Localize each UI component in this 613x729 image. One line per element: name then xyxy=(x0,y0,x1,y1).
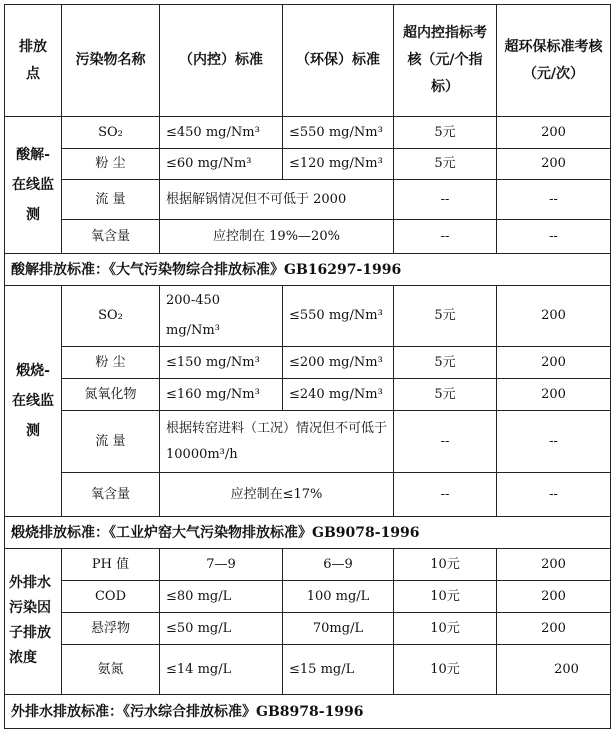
table-row xyxy=(5,613,611,645)
section-label-acid: 酸解-在线监测 xyxy=(5,117,62,254)
table-row xyxy=(5,549,611,581)
fine-internal: -- xyxy=(394,473,497,517)
table-row xyxy=(5,220,611,254)
env-standard: 100 mg/L xyxy=(283,581,394,613)
pollutant-name: 流 量 xyxy=(62,180,160,220)
table-row xyxy=(5,473,611,517)
fine-internal: 5元 xyxy=(394,117,497,149)
table-row xyxy=(5,645,611,695)
internal-standard: ≤80 mg/L xyxy=(160,581,283,613)
fine-env: 200 xyxy=(497,379,611,411)
standard-row xyxy=(5,695,611,729)
header-pollutant: 污染物名称 xyxy=(62,5,160,117)
internal-standard: ≤60 mg/Nm³ xyxy=(160,149,283,180)
merged-standard: 应控制在≤17% xyxy=(160,473,394,517)
pollutant-name: COD xyxy=(62,581,160,613)
internal-standard: ≤150 mg/Nm³ xyxy=(160,347,283,379)
fine-internal: 10元 xyxy=(394,581,497,613)
fine-env: -- xyxy=(497,220,611,254)
env-standard: ≤15 mg/L xyxy=(283,645,394,695)
internal-standard: ≤450 mg/Nm³ xyxy=(160,117,283,149)
env-standard: ≤200 mg/Nm³ xyxy=(283,347,394,379)
fine-env: 200 xyxy=(497,286,611,347)
table-row xyxy=(5,180,611,220)
fine-env: 200 xyxy=(497,117,611,149)
pollutant-name: 流 量 xyxy=(62,411,160,473)
pollutant-name: 氧含量 xyxy=(62,473,160,517)
section-label-calcine: 煅烧-在线监测 xyxy=(5,286,62,517)
section-standard-acid: 酸解排放标准：《大气污染物综合排放标准》GB16297-1996 xyxy=(5,254,611,286)
env-standard: ≤240 mg/Nm³ xyxy=(283,379,394,411)
pollutant-name: 氧含量 xyxy=(62,220,160,254)
table-row xyxy=(5,581,611,613)
pollutant-name: 氮氧化物 xyxy=(62,379,160,411)
fine-internal: 5元 xyxy=(394,286,497,347)
fine-env: -- xyxy=(497,473,611,517)
fine-env: 200 xyxy=(497,549,611,581)
fine-env: 200 xyxy=(497,581,611,613)
internal-standard: 7—9 xyxy=(160,549,283,581)
pollutant-name: PH 值 xyxy=(62,549,160,581)
section-standard-calcine: 煅烧排放标准：《工业炉窑大气污染物排放标准》GB9078-1996 xyxy=(5,517,611,549)
table-row xyxy=(5,149,611,180)
internal-standard: ≤50 mg/L xyxy=(160,613,283,645)
section-label-wastewater: 外排水污染因子排放浓度 xyxy=(5,549,62,695)
standard-row xyxy=(5,517,611,549)
table-row xyxy=(5,411,611,473)
table-row xyxy=(5,379,611,411)
fine-env: 200 xyxy=(497,613,611,645)
merged-standard: 根据解锅情况但不可低于 2000 xyxy=(160,180,394,220)
table-row xyxy=(5,347,611,379)
fine-env: -- xyxy=(497,411,611,473)
pollutant-name: SO₂ xyxy=(62,117,160,149)
env-standard: ≤550 mg/Nm³ xyxy=(283,286,394,347)
env-standard: 6—9 xyxy=(283,549,394,581)
merged-standard: 应控制在 19%—20% xyxy=(160,220,394,254)
table-row xyxy=(5,117,611,149)
header-row xyxy=(5,5,611,117)
merged-standard: 根据转窑进料（工况）情况但不可低于 10000m³/h xyxy=(160,411,394,473)
fine-internal: 10元 xyxy=(394,549,497,581)
fine-internal: 5元 xyxy=(394,347,497,379)
pollutant-name: 粉 尘 xyxy=(62,347,160,379)
fine-env: 200 xyxy=(497,347,611,379)
header-over-internal: 超内控指标考核（元/个指标） xyxy=(394,5,497,117)
fine-env: -- xyxy=(497,180,611,220)
standard-row xyxy=(5,254,611,286)
table-row xyxy=(5,286,611,347)
header-env: （环保）标准 xyxy=(283,5,394,117)
pollutant-name: SO₂ xyxy=(62,286,160,347)
header-point: 排放点 xyxy=(5,5,62,117)
fine-env: 200 xyxy=(497,149,611,180)
env-standard: ≤120 mg/Nm³ xyxy=(283,149,394,180)
env-standard: 70mg/L xyxy=(283,613,394,645)
pollutant-name: 氨氮 xyxy=(62,645,160,695)
header-over-env: 超环保标准考核（元/次） xyxy=(497,5,611,117)
env-standard: ≤550 mg/Nm³ xyxy=(283,117,394,149)
section-standard-wastewater: 外排水排放标准：《污水综合排放标准》GB8978-1996 xyxy=(5,695,611,729)
fine-internal: -- xyxy=(394,180,497,220)
fine-internal: 5元 xyxy=(394,379,497,411)
pollutant-name: 悬浮物 xyxy=(62,613,160,645)
pollutant-name: 粉 尘 xyxy=(62,149,160,180)
fine-internal: -- xyxy=(394,411,497,473)
fine-internal: 10元 xyxy=(394,645,497,695)
internal-standard: ≤160 mg/Nm³ xyxy=(160,379,283,411)
fine-internal: 10元 xyxy=(394,613,497,645)
fine-env: 200 xyxy=(497,645,611,695)
fine-internal: -- xyxy=(394,220,497,254)
internal-standard: ≤14 mg/L xyxy=(160,645,283,695)
fine-internal: 5元 xyxy=(394,149,497,180)
internal-standard: 200-450 mg/Nm³ xyxy=(160,286,283,347)
header-internal: （内控）标准 xyxy=(160,5,283,117)
emission-standards-table xyxy=(4,4,611,729)
